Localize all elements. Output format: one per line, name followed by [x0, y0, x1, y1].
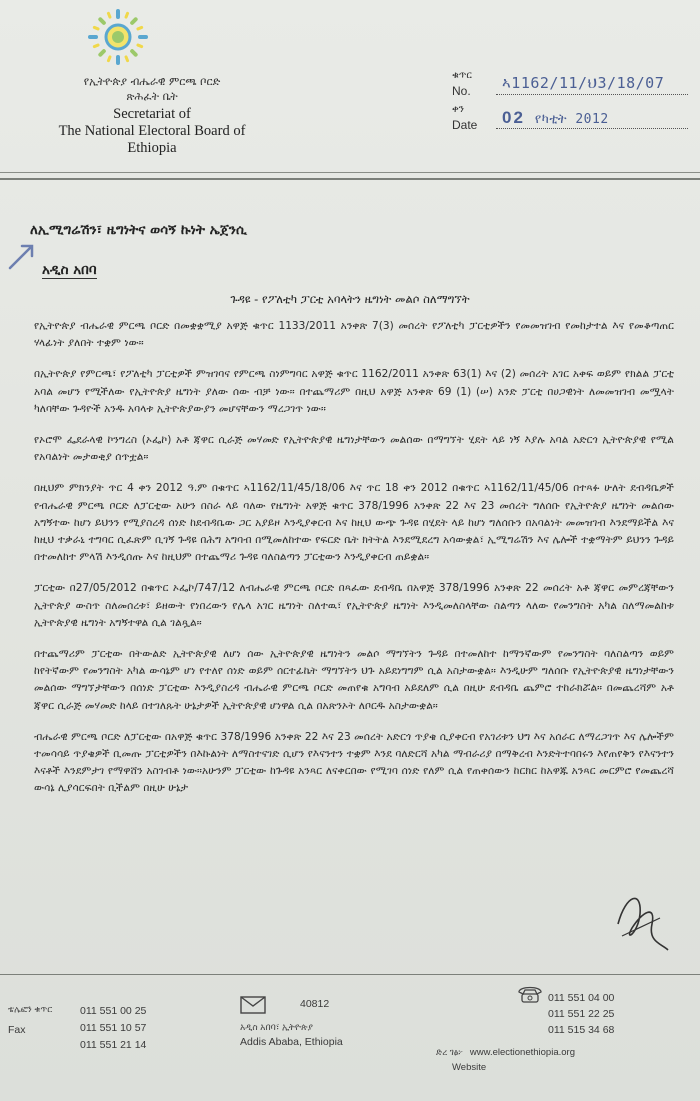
ref-label-en: No. — [452, 84, 471, 98]
org-name-en-line1: Secretariat of — [113, 106, 191, 122]
board-logo-icon — [78, 6, 158, 68]
city-en: Addis Ababa, Ethiopia — [240, 1036, 343, 1048]
phone-number: 011 551 21 14 — [80, 1039, 147, 1051]
phone-list-left — [80, 1003, 146, 1054]
website-url: www.electionethiopia.org — [469, 1047, 575, 1058]
letter-date — [502, 108, 609, 128]
body-paragraph: ፓርቲው በ27/05/2012 በቁጥር ኦፌኮ/747/12 ለብሔራዊ ምርጫ ቦርድ በጻፈው ደብዳቤ በአዋጅ 378/1996 አንቀጽ 22 መሰረት አቶ ጃዋር መምረጃቸውን ኢትዮጵያ ውስጥ ስለመሰረቱ፣ ይዘውት የነበረውን የሌላ አገር ዜግነት ስለተዉ፣ የኢትዮጵያ ዜግነት እንዲመለስላቸው ስልጣን ላለው የመንግስት አካል ስለማመልከቱ ኢትዮጵያዊ ዜግነት አግኝተዋል ሲል ገልጿል። — [34, 582, 674, 629]
po-box: 40812 — [300, 998, 330, 1010]
body-paragraph: በኢትዮጵያ የምርጫ፣ የፖለቲካ ፓርቲዎች ምዝገባና የምርጫ ስነምግባር አዋጅ ቁጥር 1162/2011 አንቀጽ 63(1) እና (2) መሰረት አገር አቀፍ ወይም የክልል ፓርቲ አባል መሆን የሚችለው የኢትዮጵያ ዜግነት ያለው ሰው ብቻ ነው። በተጨማሪም በዚህ አዋጅ አንቀጽ 69 (1) (ሠ) አንድ ፓርቲ በሀጋዊነት ለመመዝገብ መሟላት ካለባቸው ጉዳዮች አንዱ አባላቱ ኢትዮጵያውያን መሆናቸውን ማረጋገጥ ነው። — [34, 368, 674, 415]
org-name-en-line2: The National Electoral Board of — [58, 123, 246, 139]
org-name-amharic — [22, 74, 282, 104]
reference-number: ኣ1162/11/ህ3/18/07 — [502, 74, 665, 92]
body-paragraph: የኢትዮጵያ ብሔራዊ ምርጫ ቦርድ በመቋቋሚያ አዋጅ ቁጥር 1133/2011 አንቀጽ 7(3) መሰረት የፖለቲካ ፓርቲዎችን የመመዝገብ የመከታተል እና የመቆጣጠር ሃላፊነት ያለበት ተቋም ነው። — [34, 320, 674, 350]
recipient-city — [42, 262, 97, 278]
reference-number-row — [452, 68, 692, 102]
ref-dotted-line — [496, 94, 688, 95]
body-paragraph: የኦሮሞ ፌደራላዊ ኮንግረስ (ኦፌኮ) አቶ ጃዋር ሲራጅ መሃመድ የኢትዮጵያዊ ዜግነታቸውን መልሰው በማግኘት ሂደት ላይ ነኝ እያሉ አባል አድርጎ ኢትዮጵያዊ የሚል የአባልነት መታወቂያ ሰጥቷል። — [34, 434, 674, 464]
reference-block — [452, 68, 692, 136]
date-row — [452, 102, 692, 136]
signature-mark — [612, 884, 672, 954]
city-am: አዲስ አበባ፣ ኢትዮጵያ — [240, 1022, 313, 1032]
ref-label-am: ቁጥር — [452, 70, 472, 81]
body-paragraph: በተጨማሪም ፓርቲው በትውልድ ኢትዮጵያዊ ለሆነ ሰው ኢትዮጵያዊ ዜግነትን መልሶ ማግኘትን ጉዳይ በተመለከተ ከማንኛውም የመንግስት ባለስልጣን ወይም ከየትኛውም የመንግስት አካል ውሳኔም ሆነ የተለየ ሰነድ ወይም ሰርተፊኬት ማግኘትን ህጉ አይደነግግም ሲል አስታውቋል። እንዲሁም ግለሰቡ የኢትዮጵያዊ ዜግነታቸውን መልሰው ማግኘታቸውን በሰነድ ፓርቲው እንዲያስረዳ ብሔራዊ ምርጫ ቦርድ መጠየቁ አግባብ አይደለም ሲል በዚሁ ደብዳቤ ጨምሮ ተከራክሯል። በመጨረሻም አቶ ጃዋር ሲራጅ መሃመድ ከላይ በተገለጹት ሁኔታዎች ኢትዮጵያዊ ሆነዋል ሲል በአጽንኦት ለቦርዱ አስታውቋል። — [34, 648, 674, 712]
date-day: 02 — [502, 108, 525, 127]
website-label-am: ድረ ገፅ፦ — [436, 1047, 463, 1057]
recipient-line: ለኢሚግሬሽን፣ ዜግነትና ወሳኝ ኩነት ኤጀንሲ — [30, 222, 247, 238]
date-dotted-line — [496, 128, 688, 129]
phone-number: 011 551 22 25 — [548, 1008, 615, 1020]
header-divider-thick — [0, 178, 700, 180]
org-name-en-line3: Ethiopia — [127, 140, 177, 156]
phone-list-right — [548, 990, 614, 1038]
recipient-city-text: አዲስ አበባ — [42, 262, 97, 278]
arrow-mark-icon — [8, 242, 42, 270]
date-month-year: የካቲት 2012 — [534, 112, 609, 127]
footer-divider — [0, 974, 700, 975]
phone-number: 011 551 04 00 — [548, 992, 615, 1004]
letter-subject: ጉዳዩ - የፖለቲካ ፓርቲ አባላትን ዜግነት መልሶ ስለማግኘት — [230, 292, 470, 306]
fax-label: Fax — [8, 1024, 26, 1036]
org-name-english — [22, 106, 282, 157]
phone-number: 011 551 10 57 — [80, 1022, 147, 1034]
body-paragraph: በዚህም ምክንያት ጥር 4 ቀን 2012 ዓ.ም በቁጥር ኣ1162/11/45/18/06 እና ጥር 18 ቀን 2012 በቁጥር ኣ1162/11/45/06 በተጻፉ ሁለት ደብዳቤዎች የብሔራዊ ምርጫ ቦርድ ለፓርቲው አሁን በስራ ላይ ባለው የዜግነት አዋጅ ቁጥር 378/1996 አንቀጽ 22 እና 23 መሰረት ግለሰቡ የኢትዮጵያ ዜግነት መልሰው አግኝተው ከሆነ ይህንን የሚያስረዳ ሰነድ ከደብዳቤው ጋር አያይዞ እንዲያቀርብ እና ከዚህ ውጭ ጉዳዩ በሂደት ላይ ከሆነ ግለሰቡን በአባልነት መመዝገብ እንደማይችል እና ከዚህ ተቃራኒ ተግባር ሲፈጽም ቢገኝ ጉዳዩ በሕግ አግባብ በሚመለከተው የፍርድ ቤት ክትትል እንደሚደረግ አሳውቋል፣ ኢሚግሬሽን እና ሌሎች ተቋማትም ይህንን ጉዳይ በተመለከተ ምላሽ እንዲሰጡ እና ከዚህም በተጨማሪ ጉዳዩ ባለስልጣን ፓርቲውን እንዲያቀርብ ጠይቋል። — [34, 482, 674, 564]
phone-number: 011 515 34 68 — [548, 1024, 615, 1036]
header-divider-thin — [0, 172, 700, 173]
body-paragraph: ብሔራዊ ምርጫ ቦርድ ለፓርቲው በአዋጅ ቁጥር 378/1996 አንቀጽ 22 እና 23 መሰረት አድርጎ ጥያቄ ሲያቀርብ የአገሪቱን ህግ እና አሰራር ለማረጋገጥ እና ሌሎችም ተመሳሳይ ጥያቄዎች ቢመጡ ፓርቲዎችን በእኩልነት ለማስተናገድ ሲሆን የእናንተን ተቋም እንደ ባለድርሻ አካል ማብራሪያ በማቅረብ እንድትተባበሩን እየጠየቅን የእናንተን እናቶች እንደምታገ የማዋሸን አስገብቶ ነው።አሁንም ፓርቲው ከጉዳዩ አንጻር ለናቀርበው የሚገባ ሰነድ የለም ሲል የጠቀሰውን ከርክር ከአዋጁ አንጻር መርምሮ የመጨረሻ ውሳኔ ሊያሳርፍበት ቢችልም በዚሁ ሁኔታ — [34, 730, 674, 795]
telephone-icon — [516, 984, 544, 1004]
website-row — [436, 1046, 575, 1058]
phone-number: 011 551 00 25 — [80, 1005, 147, 1017]
date-label-en: Date — [452, 118, 478, 132]
website-label: Website — [452, 1062, 487, 1073]
org-name-am-line: የኢትዮጵያ ብሔራዊ ምርጫ ቦርድ — [83, 75, 221, 88]
org-unit-am-line: ጽሕፈት ቤት — [126, 90, 178, 103]
date-label-am: ቀን — [452, 104, 464, 115]
phone-label-am: ቴሌፎን ቁጥር — [8, 1004, 53, 1014]
letter-body — [34, 318, 674, 812]
envelope-icon — [240, 996, 266, 1014]
